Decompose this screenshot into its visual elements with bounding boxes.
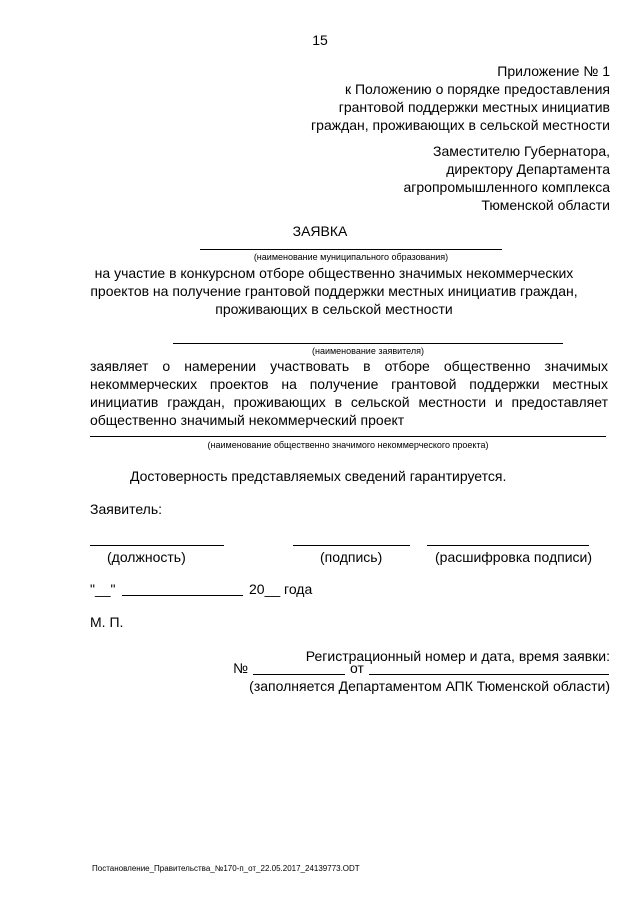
- guarantee-statement: Достоверность представляемых сведений гарантируется.: [130, 468, 507, 484]
- appendix-line: к Положению о порядке предоставления: [344, 81, 610, 97]
- intent-line: заявляет о намерении участвовать в отборе общественно значимых: [90, 358, 608, 374]
- intent-line: инициатив граждан, проживающих в сельской местности и предоставляет: [90, 394, 608, 410]
- registration-date-line: [369, 674, 609, 675]
- registration-from-word: от: [350, 660, 364, 676]
- applicant-caption: (наименование заявителя): [311, 346, 425, 356]
- intent-line: общественно значимый некоммерческий проект: [90, 412, 405, 428]
- date-day: "__": [90, 581, 116, 597]
- purpose-line: на участие в конкурсном отборе общественно значимых некоммерческих: [94, 265, 574, 281]
- intent-line: некоммерческих проектов на получение грантовой поддержки местных: [90, 376, 608, 392]
- addressee-line: Тюменской области: [481, 197, 610, 213]
- form-title: ЗАЯВКА: [292, 223, 348, 239]
- appendix-title: Приложение № 1: [497, 63, 610, 79]
- position-field-line: [90, 545, 224, 546]
- signature-caption: (подпись): [320, 549, 383, 565]
- position-caption: (должность): [107, 549, 186, 565]
- purpose-line: проживающих в сельской местности: [215, 301, 453, 317]
- signature-field-line: [293, 545, 410, 546]
- purpose-line: проектов на получение грантовой поддержки местных инициатив граждан,: [90, 283, 578, 299]
- municipality-field-line: [200, 249, 502, 250]
- appendix-line: грантовой поддержки местных инициатив: [338, 99, 610, 115]
- decoding-field-line: [427, 545, 589, 546]
- decoding-caption: (расшифровка подписи): [435, 549, 593, 565]
- page-number: 15: [312, 32, 328, 48]
- project-caption: (наименование общественно значимого некоммерческого проекта): [207, 440, 489, 450]
- appendix-line: граждан, проживающих в сельской местности: [311, 117, 610, 133]
- date-month-line: [122, 595, 243, 596]
- registration-number-line: [253, 674, 345, 675]
- addressee-line: Заместителю Губернатора,: [433, 143, 610, 159]
- registration-note: (заполняется Департаментом АПК Тюменской области): [249, 678, 610, 694]
- addressee-line: агропромышленного комплекса: [403, 179, 610, 195]
- applicant-label: Заявитель:: [90, 501, 163, 517]
- footer-filename: Постановление_Правительства_№170-п_от_22.05.2017_24139773.ODT: [92, 864, 360, 873]
- registration-number-prefix: №: [233, 660, 249, 676]
- addressee-line: директору Департамента: [446, 161, 610, 177]
- registration-label: Регистрационный номер и дата, время заявки:: [305, 648, 610, 664]
- municipality-caption: (наименование муниципального образования): [253, 252, 449, 262]
- date-year: 20__ года: [249, 581, 313, 597]
- applicant-field-line: [173, 343, 563, 344]
- project-field-line: [90, 436, 606, 437]
- seal-mark: М. П.: [90, 614, 124, 630]
